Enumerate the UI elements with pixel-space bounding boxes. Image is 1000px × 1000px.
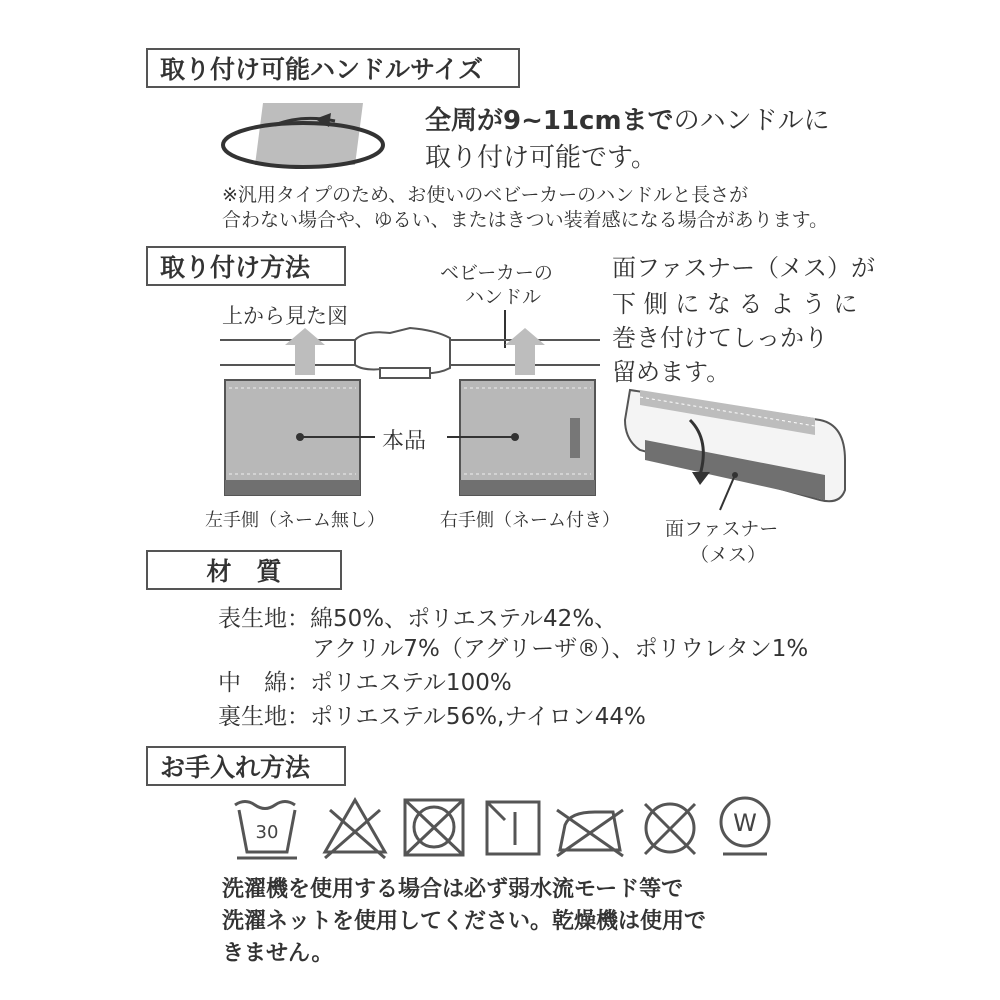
instruction-line-3: 巻き付けてしっかり bbox=[612, 324, 828, 352]
handle-size-desc-line2: 取り付け可能です。 bbox=[425, 143, 657, 173]
wet-clean-icon bbox=[721, 798, 769, 854]
handle-shape bbox=[255, 103, 363, 165]
instruction-line-1: 面ファスナー（メス）が bbox=[612, 254, 876, 282]
up-arrow-left-icon bbox=[285, 328, 325, 375]
fastener-label-line1: 面ファスナー bbox=[665, 518, 779, 540]
fastener-label-line2: （メス） bbox=[690, 544, 767, 566]
section-title-care: お手入れ方法 bbox=[146, 746, 346, 786]
wet-clean-letter: W bbox=[733, 809, 757, 837]
material-row bbox=[218, 698, 646, 731]
right-side-caption: 右手側（ネーム付き） bbox=[440, 510, 620, 531]
handle-size-bold: 全周が9~11cmまで bbox=[425, 106, 674, 136]
handle-size-note-line2: 合わない場合や、ゆるい、またはきつい装着感になる場合があります。 bbox=[222, 209, 829, 231]
material-value: アクリル7%（アグリーザ®）、ポリウレタン1% bbox=[312, 636, 809, 662]
line-dry-shade-icon bbox=[487, 802, 539, 854]
section-title-handle-size: 取り付け可能ハンドルサイズ bbox=[146, 48, 520, 88]
no-bleach-icon bbox=[325, 800, 385, 858]
care-note-line1: 洗濯機を使用する場合は必ず弱水流モード等で bbox=[222, 877, 684, 902]
up-arrow-right-icon bbox=[505, 328, 545, 375]
wash-30-icon bbox=[235, 802, 297, 859]
top-view-label: 上から見た図 bbox=[222, 304, 348, 328]
care-note-line3: きません。 bbox=[222, 941, 334, 966]
instruction-line-2: 下 側 に な る よ う に bbox=[612, 290, 858, 318]
section-title-material: 材 質 bbox=[146, 550, 342, 590]
no-tumble-dry-icon bbox=[405, 800, 463, 855]
wash-temp-label: 30 bbox=[255, 822, 279, 843]
left-side-caption: 左手側（ネーム無し） bbox=[205, 510, 385, 531]
material-row bbox=[218, 664, 512, 697]
section-title-install: 取り付け方法 bbox=[146, 246, 346, 286]
care-icons-row bbox=[225, 790, 785, 865]
wrap-illustration bbox=[620, 380, 850, 510]
handle-label-line1: ベビーカーの bbox=[440, 262, 553, 284]
material-value: ポリエステル56%,ナイロン44% bbox=[310, 704, 646, 730]
handle-size-note-line1: ※汎用タイプのため、お使いのベビーカーのハンドルと長さが bbox=[222, 184, 749, 206]
material-value: 綿50%、ポリエステル42%、 bbox=[310, 606, 618, 632]
material-label: 表生地： bbox=[218, 606, 310, 632]
material-value: ポリエステル100% bbox=[310, 670, 512, 696]
material-row bbox=[312, 630, 808, 663]
material-label: 裏生地： bbox=[218, 704, 310, 730]
instruction-line-4: 留めます。 bbox=[612, 358, 731, 386]
handle-circumference-illustration bbox=[215, 95, 395, 180]
top-view-diagram bbox=[215, 300, 605, 510]
no-iron-icon bbox=[557, 810, 623, 856]
material-row bbox=[218, 600, 617, 633]
handle-label-line2: ハンドル bbox=[465, 286, 542, 308]
product-label: 本品 bbox=[382, 429, 427, 454]
care-note-line2: 洗濯ネットを使用してください。乾燥機は使用で bbox=[222, 909, 707, 934]
no-dry-clean-icon bbox=[645, 804, 695, 854]
material-label: 中 綿： bbox=[218, 670, 310, 696]
handle-size-desc: のハンドルに bbox=[673, 106, 830, 136]
